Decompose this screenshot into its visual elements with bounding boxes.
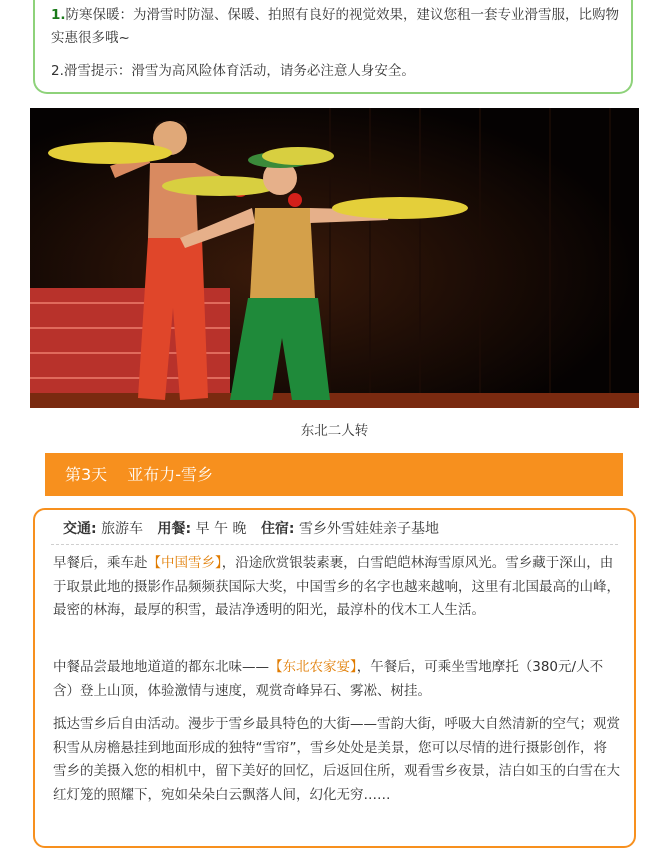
- photo-caption: 东北二人转: [300, 423, 369, 439]
- tip-item-1: [51, 4, 621, 50]
- paragraph-1: [53, 552, 620, 623]
- performance-image: [30, 108, 639, 408]
- day-label: 第3天: [65, 465, 108, 484]
- highlight-snow-town: 【中国雪乡】: [147, 555, 222, 571]
- tip-item-1-number: 1.: [51, 7, 66, 23]
- day-header: [45, 453, 623, 496]
- day-content-box: [33, 508, 636, 848]
- divider: [51, 544, 618, 545]
- performance-photo: [30, 108, 639, 408]
- transport-label: 交通:: [63, 521, 97, 537]
- stay-value: 雪乡外雪娃娃亲子基地: [299, 521, 439, 537]
- meals-value: 早 午 晚: [195, 521, 247, 537]
- stay-label: 住宿:: [260, 521, 295, 537]
- tip-item-2: 2.滑雪提示：滑雪为高风险体育活动，请务必注意人身安全。: [51, 63, 415, 79]
- paragraph-2-end: ，午餐后，可乘坐雪地摩托（380元/人不含）登上山顶，体验激情与速度，观赏奇峰异石、雾凇、树挂。: [53, 659, 604, 699]
- transport-value: 旅游车: [101, 521, 144, 537]
- tips-box: [33, 0, 633, 94]
- highlight-farm-feast: 【东北农家宴】: [269, 659, 357, 675]
- paragraph-2-start: 中餐品尝最地地道道的都东北味——: [53, 659, 269, 675]
- paragraph-2: [53, 656, 620, 703]
- meals-label: 用餐:: [157, 521, 192, 537]
- paragraph-1-start: 早餐后，乘车赴: [53, 555, 148, 571]
- day-meta: [63, 518, 439, 538]
- day-route: 亚布力-雪乡: [127, 465, 213, 484]
- paragraph-3: 抵达雪乡后自由活动。漫步于雪乡最具特色的大街——雪韵大街，呼吸大自然清新的空气；观赏积雪从房檐悬挂到地面形成的独特“雪帘”，雪乡处处是美景，您可以尽情的进行摄影创作，将雪乡的美摄入您的相机中，留下美好的回忆，后返回住所，观看雪乡夜景，洁白如玉的白雪在大红灯笼的照耀下，宛如朵朵白云飘落人间，幻化无穷……: [53, 716, 620, 803]
- paragraph-1-end: ，沿途欣赏银装素裹，白雪皑皑林海雪原风光。雪乡藏于深山，由于取景此地的摄影作品频频获国际大奖，中国雪乡的名字也越来越响，这里有北国最高的山峰，最密的林海，最厚的积雪，最洁净透明的阳光，最淳朴的伐木工人生活。: [53, 555, 620, 618]
- tip-item-1-text: 防寒保暖：为滑雪时防湿、保暖、拍照有良好的视觉效果，建议您租一套专业滑雪服，比购物实惠很多哦~: [51, 7, 620, 46]
